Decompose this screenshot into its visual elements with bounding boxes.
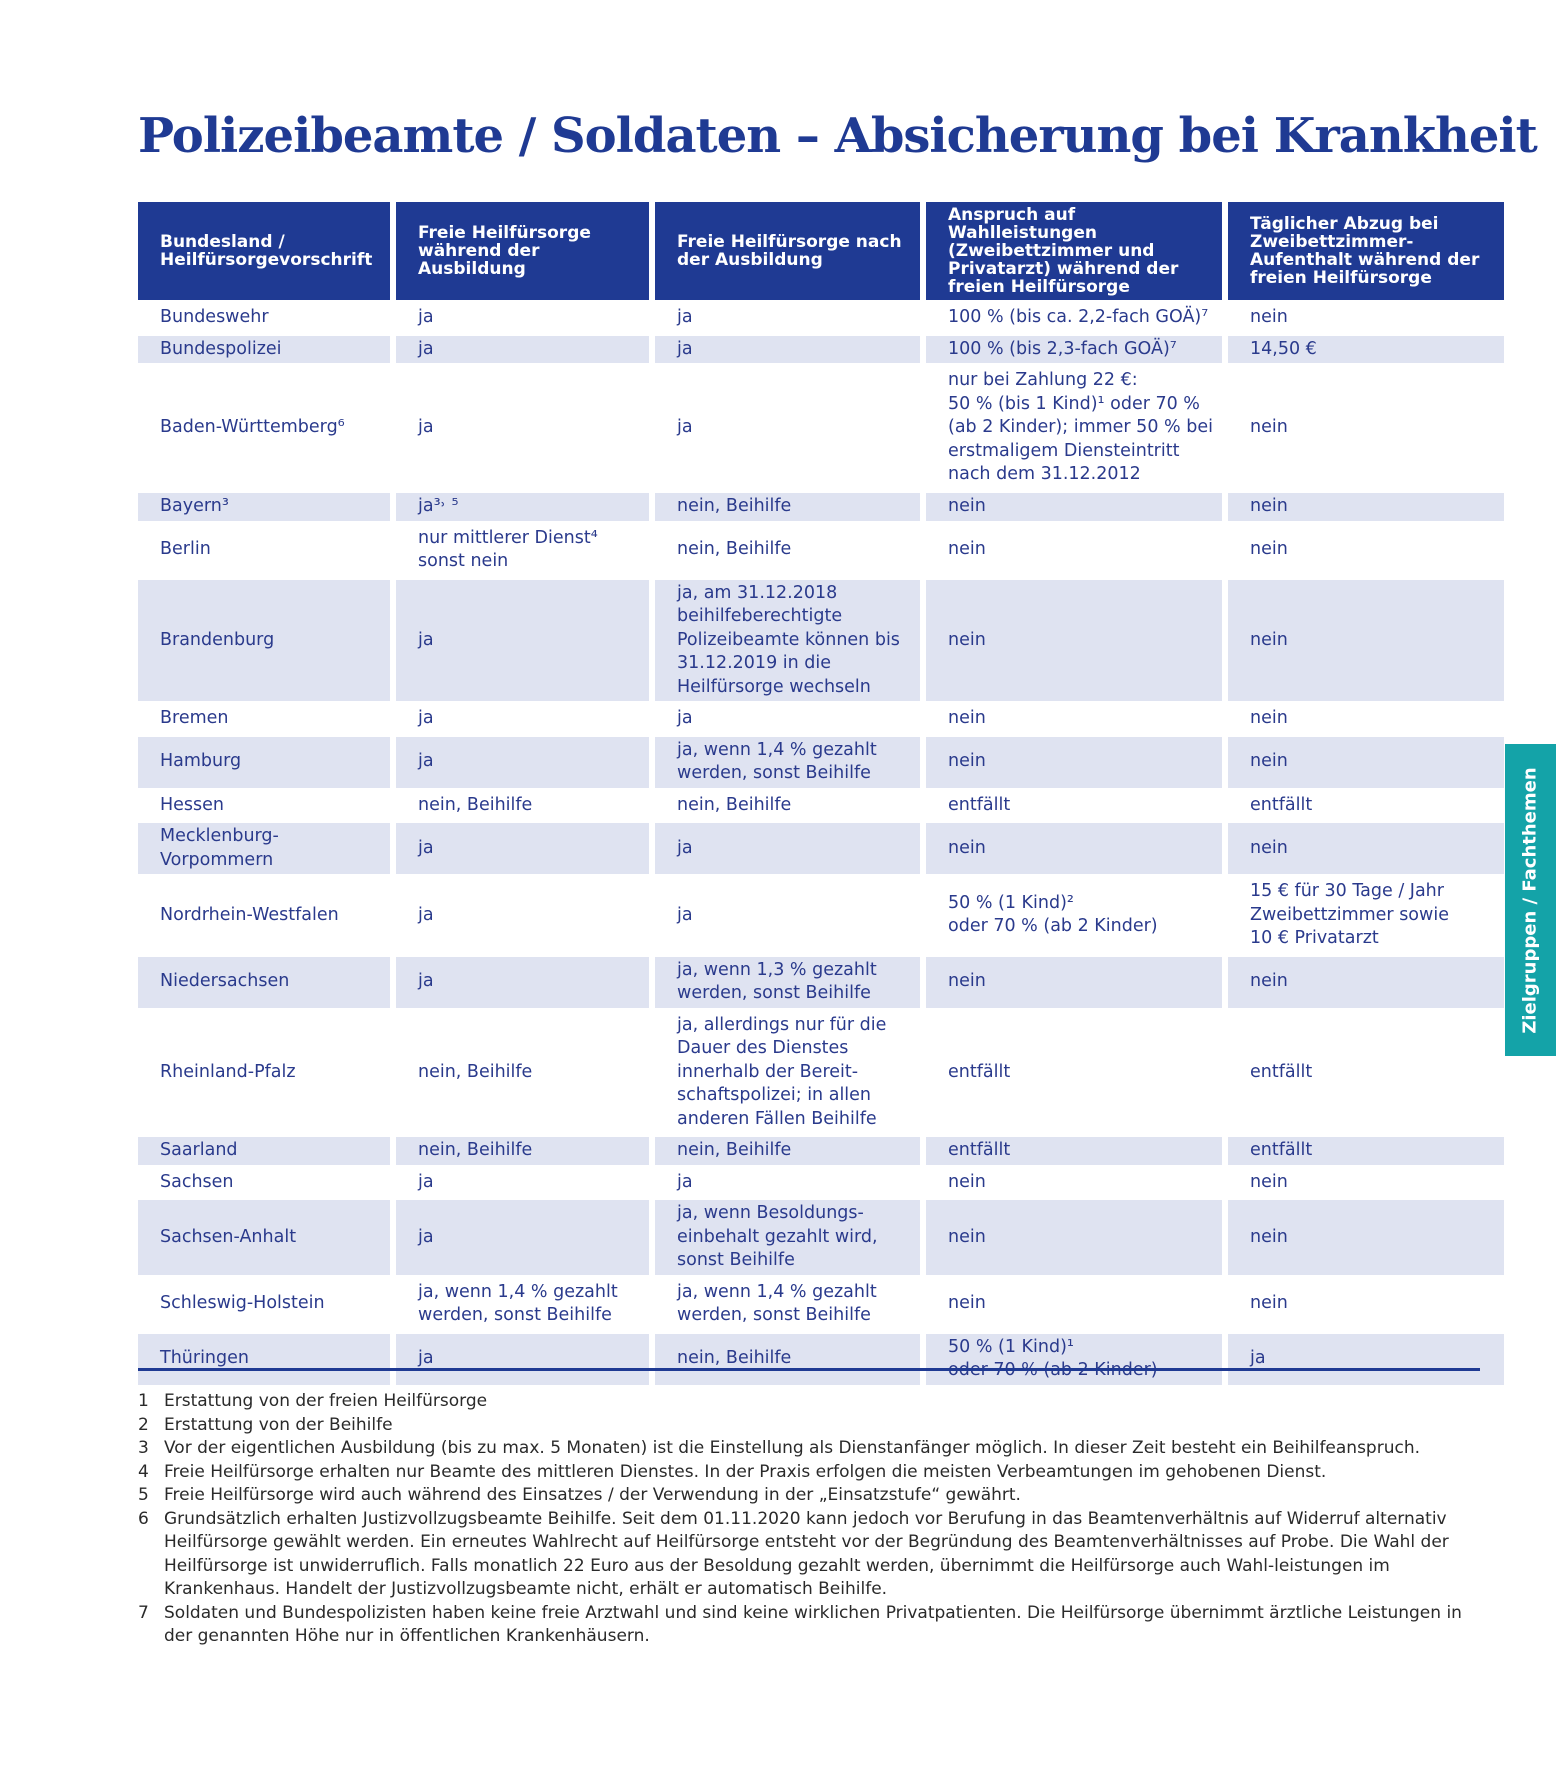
footnote-number: 4	[138, 1461, 149, 1482]
table-row	[138, 304, 1504, 332]
table-cell: ja	[1228, 1334, 1504, 1385]
table-row	[138, 705, 1504, 733]
table-cell: Bayern³	[138, 493, 390, 521]
table-cell: ja	[677, 307, 693, 327]
table-cell: nein	[948, 539, 986, 560]
footnote	[138, 1484, 1468, 1508]
table-row	[138, 1334, 1504, 1385]
footnote	[138, 1508, 1468, 1602]
footnote-text: Grundsätzlich erhalten Justizvollzugsbeamte Beihilfe. Seit dem 01.11.2020 kann jedoch vor Berufung in das Beamtenverhältnis auf Widerruf alternativ Heilfürsorge gewählt werden. Ein erneutes Wahlrecht auf Heilfürsorge entsteht vor der Begründung des Beamtenverhältnisses auf Probe. Die Wahl der Heilfürsorge ist unwiderruflich. Falls monatlich 22 Euro aus der Besoldung gezahlt werden, übernimmt die Heilfürsorge auch Wahl-leistungen im Krankenhaus. Handelt der Justizvollzugsbeamte nicht, erhält er automatisch Beihilfe.	[164, 1508, 1449, 1599]
page-title: Polizeibeamte / Soldaten – Absicherung bei Krankheit	[138, 108, 1537, 164]
table-cell: nein	[1228, 957, 1504, 1008]
column-header: Freie Heilfürsorge während der Ausbildung	[396, 202, 649, 300]
table-row	[138, 957, 1504, 1008]
table-cell: nein, Beihilfe	[418, 794, 533, 815]
table-cell: nein	[926, 1200, 1222, 1275]
table-cell: nein, Beihilfe	[396, 1137, 649, 1165]
table-row	[138, 1137, 1504, 1165]
table-cell: nur mittlerer Dienst⁴ sonst nein	[418, 527, 598, 571]
table-cell: nein	[1250, 307, 1288, 327]
table-cell: entfällt	[948, 1061, 1011, 1082]
table-cell: Nordrhein-Westfalen	[160, 904, 339, 925]
column-header: Anspruch auf Wahlleistungen (Zweibettzimmer und Privatarzt) während der freien Heilfürsorge	[926, 202, 1222, 300]
table-cell: ja	[677, 1171, 693, 1192]
footnote-text: Soldaten und Bundespolizisten haben keine freie Arztwahl und sind keine wirklichen Privatpatienten. Die Heilfürsorge übernimmt ärztliche Leistungen in der genannten Höhe nur in öffentlichen Krankenhäusern.	[164, 1602, 1462, 1646]
table-cell: ja	[396, 737, 649, 788]
table-cell: Hessen	[160, 794, 225, 815]
table-cell: nein	[1250, 539, 1288, 560]
table-cell: ja	[677, 417, 693, 438]
table-cell: nein, Beihilfe	[418, 1061, 533, 1082]
table-cell: entfällt	[1250, 1061, 1313, 1082]
table-row	[138, 336, 1504, 364]
table-cell: nein	[948, 708, 986, 728]
table-cell: Thüringen	[138, 1334, 390, 1385]
table-cell: Baden-Württemberg⁶	[160, 417, 345, 438]
table-cell: ja, wenn 1,3 % gezahlt werden, sonst Beihilfe	[655, 957, 920, 1008]
table-row	[138, 493, 1504, 521]
table-cell: ja	[655, 823, 920, 874]
table-cell: nein	[926, 823, 1222, 874]
table-cell: 100 % (bis 2,3-fach GOÄ)⁷	[926, 336, 1222, 364]
table-cell: nein	[926, 580, 1222, 702]
side-tab-label: Zielgruppen / Fachthemen	[1520, 766, 1542, 1034]
table-bottom-rule	[138, 1368, 1480, 1371]
table-cell: 50 % (1 Kind)¹	[926, 1334, 1222, 1385]
table-row	[138, 367, 1504, 489]
table-cell: nein, Beihilfe	[677, 794, 792, 815]
table-cell: ja, wenn 1,4 % gezahlt werden, sonst Beihilfe	[655, 737, 920, 788]
table-cell: nein	[1250, 1171, 1288, 1192]
table-cell: ja	[677, 904, 693, 925]
footnote-number: 2	[138, 1414, 149, 1435]
table-cell: nein	[948, 1293, 986, 1314]
footnote	[138, 1461, 1468, 1485]
side-tab[interactable]	[1505, 744, 1556, 1056]
table-cell: Mecklenburg- Vorpommern	[138, 823, 390, 874]
table-row	[138, 792, 1504, 820]
table-cell: ja	[677, 708, 693, 728]
table-row	[138, 1169, 1504, 1197]
table-cell: ja	[418, 307, 434, 327]
table-cell: Hamburg	[138, 737, 390, 788]
table-cell: nein	[1250, 708, 1288, 728]
footnotes	[138, 1390, 1468, 1649]
footnote-text: Erstattung von der Beihilfe	[164, 1414, 393, 1435]
table-cell: Brandenburg	[138, 580, 390, 702]
table-cell: ja³˒ ⁵	[396, 493, 649, 521]
table-cell: Bremen	[160, 708, 229, 728]
table-cell: 15 € für 30 Tage / Jahr Zweibettzimmer sowie 10 € Privatarzt	[1250, 881, 1449, 948]
table-cell: 14,50 €	[1228, 336, 1504, 364]
table-cell: nein	[926, 737, 1222, 788]
table-cell: Schleswig-Holstein	[160, 1293, 325, 1314]
footnote-text: Freie Heilfürsorge wird auch während des Einsatzes / der Verwendung in der „Einsatzstufe“ gewährt.	[164, 1485, 1021, 1505]
table-cell: Niedersachsen	[138, 957, 390, 1008]
table-cell: entfällt	[1228, 1137, 1504, 1165]
table-cell: nein, Beihilfe	[655, 493, 920, 521]
table-cell: ja	[396, 580, 649, 702]
table-cell: ja, wenn Besoldungs- einbehalt gezahlt wird, sonst Beihilfe	[655, 1200, 920, 1275]
table-row	[138, 823, 1504, 874]
footnote-number: 5	[138, 1485, 149, 1505]
table-cell: ja, am 31.12.2018 beihilfeberechtigte Polizeibeamte können bis 31.12.2019 in die Heilfürsorge wechseln	[655, 580, 920, 702]
healthcare-table	[132, 198, 1510, 1389]
column-header: Freie Heilfürsorge nach der Ausbildung	[655, 202, 920, 300]
table-cell: entfällt	[1250, 794, 1313, 815]
table-cell: Berlin	[160, 539, 211, 560]
table-cell: 100 % (bis ca. 2,2-fach GOÄ)⁷	[948, 307, 1209, 327]
table-row	[138, 1200, 1504, 1275]
table-cell: nein	[1228, 1200, 1504, 1275]
table-cell: nein	[1228, 737, 1504, 788]
table-cell: Sachsen	[160, 1171, 234, 1192]
column-header: Täglicher Abzug bei Zweibettzimmer- Aufenthalt während der freien Heilfürsorge	[1228, 202, 1504, 300]
table-cell: 50 % (1 Kind)² oder 70 % (ab 2 Kinder)	[948, 892, 1158, 937]
footnote	[138, 1437, 1468, 1461]
footnote-number: 3	[138, 1438, 149, 1458]
table-cell: ja	[396, 1200, 649, 1275]
table-cell: ja	[418, 708, 434, 728]
table-cell: entfällt	[926, 1137, 1222, 1165]
table-cell: nein, Beihilfe	[655, 1137, 920, 1165]
table-cell: ja	[396, 336, 649, 364]
table-cell: nein	[948, 1171, 986, 1192]
footnote-number: 6	[138, 1508, 149, 1529]
table-row	[138, 1012, 1504, 1134]
footnote-number: 7	[138, 1602, 149, 1623]
table-row	[138, 580, 1504, 702]
footnote-text: Freie Heilfürsorge erhalten nur Beamte des mittleren Dienstes. In der Praxis erfolgen die meisten Verbeamtungen im gehobenen Dienst.	[164, 1461, 1327, 1482]
table-row	[138, 525, 1504, 576]
table-cell: ja	[418, 417, 434, 438]
table-cell: nein	[1228, 580, 1504, 702]
table-cell: nein, Beihilfe	[677, 539, 792, 560]
table-row	[138, 878, 1504, 953]
table-cell: nein	[1250, 1293, 1288, 1314]
table-cell: ja, wenn 1,4 % gezahlt werden, sonst Beihilfe	[677, 1281, 877, 1325]
table-cell: Sachsen-Anhalt	[138, 1200, 390, 1275]
table-cell: entfällt	[948, 794, 1011, 815]
table-header-row	[138, 202, 1504, 300]
table-cell: nein, Beihilfe	[655, 1334, 920, 1385]
table-row	[138, 737, 1504, 788]
table-cell: ja	[396, 823, 649, 874]
table-cell: ja	[418, 904, 434, 925]
table-cell: Bundeswehr	[160, 307, 269, 327]
table-cell: ja, allerdings nur für die Dauer des Dienstes innerhalb der Bereit- schaftspolizei; in allen anderen Fällen Beihilfe	[677, 1014, 887, 1129]
table-cell: ja	[418, 1171, 434, 1192]
table-cell: Bundespolizei	[138, 336, 390, 364]
table-cell: nein	[926, 957, 1222, 1008]
footnote	[138, 1602, 1468, 1649]
footnote-text: Erstattung von der freien Heilfürsorge	[164, 1391, 488, 1411]
footnote	[138, 1390, 1468, 1414]
column-header: Bundesland / Heilfürsorgevorschrift	[138, 202, 390, 300]
table-cell: ja	[396, 957, 649, 1008]
table-cell: nein	[1228, 493, 1504, 521]
table-cell: Rheinland-Pfalz	[160, 1061, 296, 1082]
table-cell: ja	[655, 336, 920, 364]
table-cell: nein	[1250, 417, 1288, 438]
table-row	[138, 1279, 1504, 1330]
table-cell: ja	[396, 1334, 649, 1385]
table-cell: nein	[1228, 823, 1504, 874]
footnote-number: 1	[138, 1391, 149, 1411]
table-cell: ja, wenn 1,4 % gezahlt werden, sonst Beihilfe	[418, 1281, 618, 1325]
table-cell: nur bei Zahlung 22 €: 50 % (bis 1 Kind)¹ oder 70 % (ab 2 Kinder); immer 50 % bei erstmaligem Diensteintritt nach dem 31.12.2012	[948, 370, 1213, 485]
table-cell: nein	[926, 493, 1222, 521]
footnote-text: Vor der eigentlichen Ausbildung (bis zu max. 5 Monaten) ist die Einstellung als Dienstanfänger möglich. In dieser Zeit besteht ein Beihilfeanspruch.	[164, 1438, 1421, 1458]
footnote	[138, 1414, 1468, 1438]
table-cell: Saarland	[138, 1137, 390, 1165]
